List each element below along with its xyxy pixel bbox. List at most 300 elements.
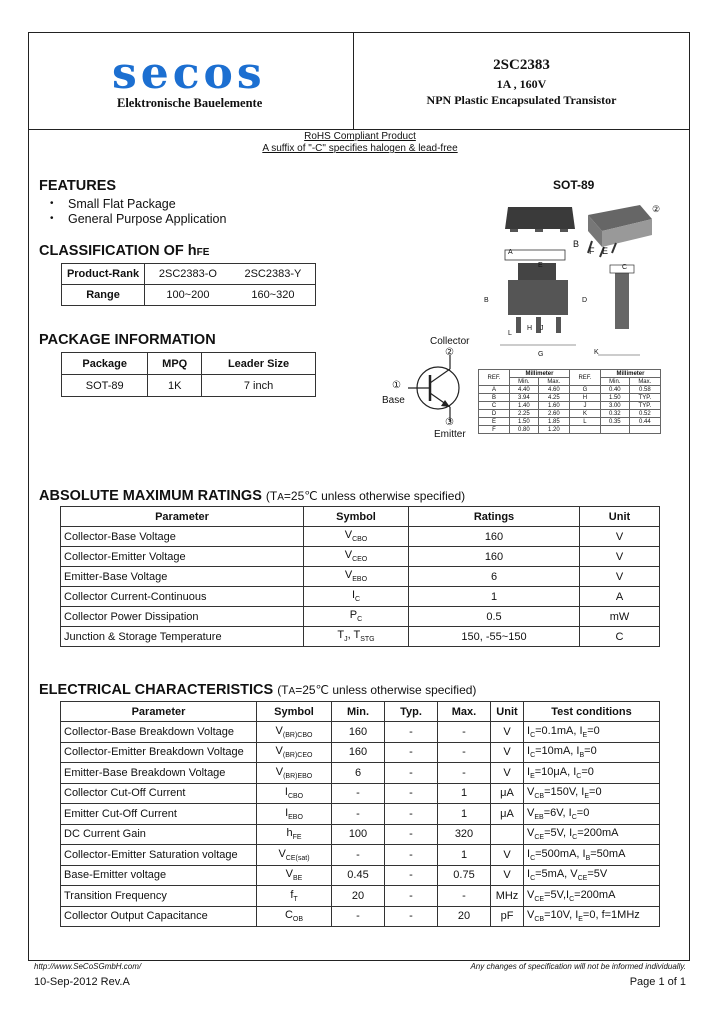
- cond-symbol: I: [527, 868, 531, 881]
- max-cell: -: [438, 722, 491, 743]
- symbol-sub: CE(sat): [285, 854, 310, 862]
- table-header: Unit: [491, 702, 524, 722]
- unit-cell: V: [491, 742, 524, 763]
- table-cell: 3.00: [600, 402, 629, 410]
- table-row: [62, 353, 316, 375]
- table-row: [61, 865, 660, 886]
- cond-value: =5V,: [544, 888, 567, 901]
- param-cell: Emitter-Base Breakdown Voltage: [61, 763, 257, 784]
- table-cell: Max.: [538, 378, 569, 386]
- table-row: [61, 804, 660, 825]
- min-cell: 6: [332, 763, 385, 784]
- typ-cell: -: [385, 763, 438, 784]
- table-header: MPQ: [148, 353, 202, 375]
- condition-cell: [524, 865, 660, 886]
- cond-value: =5mA,: [535, 868, 571, 881]
- cond-value: =200mA: [577, 827, 619, 840]
- condition-cell: [524, 722, 660, 743]
- cond-sub: C: [530, 731, 536, 739]
- pin-label: E: [602, 246, 609, 256]
- symbol-sub: CEO: [352, 556, 368, 564]
- cond-value: =10μA,: [534, 765, 574, 778]
- cond-value: =6V,: [543, 806, 569, 819]
- pin-marker: ②: [445, 347, 454, 358]
- table-header: Max.: [438, 702, 491, 722]
- footer-page: Page 1 of 1: [629, 976, 686, 988]
- table-cell: Range: [62, 285, 145, 306]
- condition-cell: [524, 804, 660, 825]
- cond-value: =0: [584, 745, 597, 758]
- classification-table: [61, 263, 316, 306]
- condition-cell: [524, 906, 660, 927]
- pin-marker: ①: [392, 380, 401, 391]
- condition-cell: [524, 886, 660, 907]
- param-cell: Emitter Cut-Off Current: [61, 804, 257, 825]
- part-description: NPN Plastic Encapsulated Transistor: [426, 93, 617, 107]
- table-cell: 3.94: [509, 394, 538, 402]
- unit-cell: V: [491, 865, 524, 886]
- table-row: [61, 507, 660, 527]
- value-cell: 150, -55~150: [409, 627, 580, 647]
- symbol: V: [344, 549, 353, 562]
- symbol-cell: [257, 804, 332, 825]
- typ-cell: -: [385, 783, 438, 804]
- param-cell: Collector Power Dissipation: [61, 607, 304, 627]
- max-cell: 1: [438, 804, 491, 825]
- min-cell: -: [332, 845, 385, 866]
- table-row: [61, 527, 660, 547]
- cond-sub: C: [571, 813, 577, 821]
- cond-sub: C: [530, 875, 536, 883]
- dim-label: K: [594, 349, 599, 356]
- condition-cell: [524, 783, 660, 804]
- cond-sub: CB: [534, 793, 545, 801]
- typ-cell: -: [385, 824, 438, 845]
- table-cell: 2.60: [538, 410, 569, 418]
- symbol-sub: J: [344, 636, 348, 644]
- cond-value: =50mA: [590, 847, 626, 860]
- table-cell: 4.40: [509, 386, 538, 394]
- symbol-cell: [257, 742, 332, 763]
- cond-sub: CB: [534, 916, 545, 924]
- table-row: [61, 906, 660, 927]
- cond-sub: C: [569, 895, 575, 903]
- table-cell: 4.60: [538, 386, 569, 394]
- table-cell: F: [479, 426, 510, 434]
- symbol: T: [337, 629, 345, 642]
- rohs-line1: RoHS Compliant Product: [304, 131, 416, 142]
- table-header: Leader Size: [202, 353, 316, 375]
- symbol-cell: [257, 886, 332, 907]
- table-cell: Millimeter: [600, 370, 660, 378]
- table-cell: 0.52: [629, 410, 660, 418]
- footer-url[interactable]: http://www.SeCoSGmbH.com/: [34, 962, 142, 971]
- part-number: 2SC2383: [493, 57, 550, 73]
- secos-logo: secos: [112, 48, 266, 99]
- header-divider: [28, 129, 690, 130]
- typ-cell: -: [385, 722, 438, 743]
- symbol: V: [275, 724, 283, 737]
- table-row: [479, 370, 661, 378]
- table-cell: A: [479, 386, 510, 394]
- symbol: V: [344, 569, 353, 582]
- table-cell: 2.25: [509, 410, 538, 418]
- symbol: I: [285, 806, 289, 819]
- table-cell: Max.: [629, 378, 660, 386]
- symbol: V: [285, 868, 293, 881]
- unit-cell: V: [491, 763, 524, 784]
- min-cell: -: [332, 906, 385, 927]
- param-cell: Junction & Storage Temperature: [61, 627, 304, 647]
- dim-label: J: [540, 325, 544, 332]
- min-cell: 0.45: [332, 865, 385, 886]
- cond-symbol: I: [527, 724, 531, 737]
- min-cell: -: [332, 804, 385, 825]
- max-cell: 0.75: [438, 865, 491, 886]
- symbol-sub: BE: [293, 875, 303, 883]
- table-cell: 100~200: [145, 285, 231, 306]
- cond-value: =5V: [587, 868, 608, 881]
- symbol: h: [286, 827, 293, 840]
- cond-value: =10V,: [544, 909, 576, 922]
- cond-symbol: I: [579, 724, 583, 737]
- cond-symbol: I: [527, 847, 531, 860]
- package-info-table: [61, 352, 316, 397]
- table-row: [479, 410, 661, 418]
- table-cell: TYP.: [629, 402, 660, 410]
- param-cell: Collector Current-Continuous: [61, 587, 304, 607]
- unit-cell: μA: [491, 804, 524, 825]
- symbol-sub: (BR)CBO: [282, 731, 313, 739]
- param-cell: Collector-Base Breakdown Voltage: [61, 722, 257, 743]
- cond-sub: EB: [534, 813, 544, 821]
- package-body-image: [505, 207, 575, 229]
- cond-sub: CE: [534, 834, 545, 842]
- table-row: [479, 418, 661, 426]
- symbol-sub: C: [355, 596, 361, 604]
- table-cell: J: [569, 402, 600, 410]
- param-cell: Emitter-Base Voltage: [61, 567, 304, 587]
- unit-cell: V: [580, 567, 660, 587]
- symbol-cell: [257, 763, 332, 784]
- cond-value: =10mA,: [535, 745, 577, 758]
- symbol-cell: [304, 607, 409, 627]
- cond-sub: CE: [577, 875, 588, 883]
- cond-value: =0: [587, 724, 600, 737]
- symbol-cell: [257, 906, 332, 927]
- cond-symbol: I: [527, 745, 531, 758]
- package-info-title: PACKAGE INFORMATION: [39, 332, 216, 348]
- table-row: [61, 547, 660, 567]
- typ-cell: -: [385, 865, 438, 886]
- unit-cell: MHz: [491, 886, 524, 907]
- table-row: [61, 607, 660, 627]
- cond-sub: C: [530, 854, 536, 862]
- symbol-sub: C: [357, 616, 363, 624]
- symbol-cell: [257, 722, 332, 743]
- min-cell: 160: [332, 742, 385, 763]
- pin-label-2: ②: [652, 204, 661, 214]
- param-cell: DC Current Gain: [61, 824, 257, 845]
- cond-value: =500mA,: [535, 847, 583, 860]
- max-cell: -: [438, 886, 491, 907]
- abs-max-title: ABSOLUTE MAXIMUM RATINGS (TA=25℃ unless otherwise specified): [39, 488, 466, 504]
- unit-cell: V: [491, 845, 524, 866]
- part-rating: 1A , 160V: [496, 77, 547, 91]
- pin-label: B: [573, 239, 580, 249]
- cond-symbol: I: [568, 806, 572, 819]
- value-cell: 0.5: [409, 607, 580, 627]
- param-cell: Base-Emitter voltage: [61, 865, 257, 886]
- symbol-sub: OB: [292, 916, 304, 924]
- symbol-cell: [304, 587, 409, 607]
- unit-cell: C: [580, 627, 660, 647]
- cond-sub: CE: [534, 895, 545, 903]
- unit-cell: A: [580, 587, 660, 607]
- cond-symbol: I: [566, 888, 570, 901]
- symbol: f: [290, 888, 294, 901]
- symbol-cell: [304, 627, 409, 647]
- base-label: Base: [382, 395, 405, 406]
- cond-sub: E: [578, 916, 583, 924]
- symbol-sub: CBO: [352, 536, 368, 544]
- unit-cell: [491, 824, 524, 845]
- cond-sub: E: [582, 731, 588, 739]
- table-header: Symbol: [257, 702, 332, 722]
- table-cell: 160~320: [231, 285, 316, 306]
- value-cell: 1: [409, 587, 580, 607]
- cond-value: =0.1mA,: [535, 724, 580, 737]
- cond-value: =0: [576, 806, 590, 819]
- table-header: Typ.: [385, 702, 438, 722]
- table-cell: H: [569, 394, 600, 402]
- symbol: V: [344, 529, 353, 542]
- table-cell: 7 inch: [202, 375, 316, 397]
- unit-cell: μA: [491, 783, 524, 804]
- cond-value: =5V,: [544, 827, 570, 840]
- table-cell: 0.35: [600, 418, 629, 426]
- symbol-sub: (BR)EBO: [283, 772, 313, 780]
- abs-max-table: [60, 506, 660, 647]
- features-title: FEATURES: [39, 178, 117, 194]
- dimension-table: [478, 369, 661, 434]
- table-cell: Product-Rank: [62, 264, 145, 285]
- symbol: V: [275, 745, 283, 758]
- unit-cell: mW: [580, 607, 660, 627]
- table-cell: [600, 426, 629, 434]
- table-cell: L: [569, 418, 600, 426]
- table-cell: 2SC2383-O: [145, 264, 231, 285]
- cond-sub: C: [572, 834, 578, 842]
- condition-cell: [524, 845, 660, 866]
- table-cell: K: [569, 410, 600, 418]
- table-cell: SOT-89: [62, 375, 148, 397]
- symbol-cell: [257, 865, 332, 886]
- table-row: [479, 386, 661, 394]
- table-cell: D: [479, 410, 510, 418]
- cond-symbol: V: [527, 786, 535, 799]
- symbol-cell: [304, 527, 409, 547]
- table-row: [61, 886, 660, 907]
- table-cell: Min.: [509, 378, 538, 386]
- table-cell: TYP.: [629, 394, 660, 402]
- package-drawing: [480, 195, 690, 365]
- table-row: [61, 722, 660, 743]
- dim-label: B: [484, 297, 489, 304]
- package-label: SOT-89: [553, 178, 595, 192]
- table-cell: [629, 426, 660, 434]
- table-row: [61, 587, 660, 607]
- cond-value: =0: [589, 786, 602, 799]
- symbol-cell: [304, 547, 409, 567]
- symbol: I: [351, 589, 355, 602]
- table-cell: 1.60: [538, 402, 569, 410]
- cond-symbol: V: [527, 827, 535, 840]
- min-cell: 160: [332, 722, 385, 743]
- table-cell: 0.32: [600, 410, 629, 418]
- table-cell: 1K: [148, 375, 202, 397]
- cond-symbol: V: [527, 909, 535, 922]
- symbol-sub: FE: [292, 834, 302, 842]
- dim-label: G: [538, 351, 544, 358]
- cond-sub: E: [530, 772, 535, 780]
- max-cell: 1: [438, 845, 491, 866]
- table-row: [479, 426, 661, 434]
- footer-date: 10-Sep-2012 Rev.A: [34, 976, 130, 988]
- min-cell: 20: [332, 886, 385, 907]
- table-cell: 0.80: [509, 426, 538, 434]
- max-cell: -: [438, 763, 491, 784]
- param-cell: Collector-Emitter Voltage: [61, 547, 304, 567]
- table-header: Test conditions: [524, 702, 660, 722]
- pin-marker: ③: [445, 417, 454, 428]
- typ-cell: -: [385, 886, 438, 907]
- symbol-cell: [257, 845, 332, 866]
- dim-label: D: [582, 297, 588, 304]
- param-cell: Transition Frequency: [61, 886, 257, 907]
- table-cell: 0.58: [629, 386, 660, 394]
- symbol-sub: CBO: [287, 793, 304, 801]
- symbol-cell: [257, 783, 332, 804]
- symbol: I: [284, 786, 288, 799]
- unit-cell: V: [580, 547, 660, 567]
- unit-cell: V: [491, 722, 524, 743]
- typ-cell: -: [385, 906, 438, 927]
- typ-cell: -: [385, 804, 438, 825]
- table-row: [61, 567, 660, 587]
- emitter-label: Emitter: [434, 429, 466, 440]
- table-cell: G: [569, 386, 600, 394]
- cond-sub: C: [530, 752, 536, 760]
- min-cell: -: [332, 783, 385, 804]
- param-cell: Collector Output Capacitance: [61, 906, 257, 927]
- table-cell: 1.50: [509, 418, 538, 426]
- table-row: [61, 763, 660, 784]
- param-cell: Collector-Emitter Breakdown Voltage: [61, 742, 257, 763]
- cond-symbol: V: [527, 806, 535, 819]
- max-cell: 320: [438, 824, 491, 845]
- typ-cell: -: [385, 845, 438, 866]
- cond-value: =200mA: [574, 888, 616, 901]
- footer-disclaimer: Any changes of specification will not be informed individually.: [470, 962, 686, 971]
- table-cell: REF.: [569, 370, 600, 386]
- max-cell: -: [438, 742, 491, 763]
- symbol-sub: T: [293, 895, 298, 903]
- unit-cell: V: [580, 527, 660, 547]
- logo-subtitle: Elektronische Bauelemente: [117, 96, 263, 110]
- unit-cell: pF: [491, 906, 524, 927]
- table-header: Parameter: [61, 507, 304, 527]
- table-cell: B: [479, 394, 510, 402]
- table-row: [62, 375, 316, 397]
- value-cell: 160: [409, 547, 580, 567]
- cond-symbol: I: [581, 786, 585, 799]
- cond-symbol: V: [527, 888, 535, 901]
- cond-symbol: I: [575, 909, 579, 922]
- param-cell: Collector Cut-Off Current: [61, 783, 257, 804]
- table-header: Unit: [580, 507, 660, 527]
- param-cell: Collector-Emitter Saturation voltage: [61, 845, 257, 866]
- min-cell: 100: [332, 824, 385, 845]
- table-cell: 1.85: [538, 418, 569, 426]
- table-row: [61, 627, 660, 647]
- symbol: V: [275, 765, 284, 778]
- table-row: [61, 742, 660, 763]
- table-cell: 1.50: [600, 394, 629, 402]
- table-header: Symbol: [304, 507, 409, 527]
- dim-label: A: [508, 249, 513, 256]
- table-row: [62, 264, 316, 285]
- table-cell: E: [479, 418, 510, 426]
- symbol: , T: [347, 629, 361, 642]
- condition-cell: [524, 763, 660, 784]
- cond-value: =150V,: [544, 786, 582, 799]
- table-row: [62, 285, 316, 306]
- symbol: C: [284, 909, 293, 922]
- cond-value: =0, f=1MHz: [582, 909, 640, 922]
- table-row: [61, 702, 660, 722]
- cond-sub: B: [579, 752, 585, 760]
- symbol-cell: [304, 567, 409, 587]
- dim-label: L: [508, 330, 512, 337]
- symbol: P: [349, 609, 358, 622]
- table-cell: 4.25: [538, 394, 569, 402]
- table-header: Parameter: [61, 702, 257, 722]
- cond-sub: E: [584, 793, 590, 801]
- cond-symbol: I: [582, 847, 586, 860]
- table-cell: 2SC2383-Y: [231, 264, 316, 285]
- table-row: [61, 824, 660, 845]
- table-cell: C: [479, 402, 510, 410]
- table-row: [479, 402, 661, 410]
- elec-table: [60, 701, 660, 927]
- table-cell: Min.: [600, 378, 629, 386]
- table-cell: 1.20: [538, 426, 569, 434]
- cond-sub: B: [585, 854, 591, 862]
- table-cell: 0.44: [629, 418, 660, 426]
- condition-cell: [524, 742, 660, 763]
- condition-cell: [524, 824, 660, 845]
- elec-title: ELECTRICAL CHARACTERISTICS (TA=25℃ unless otherwise specified): [39, 682, 477, 698]
- table-header: Package: [62, 353, 148, 375]
- symbol-sub: EBO: [288, 813, 303, 821]
- cond-symbol: I: [573, 765, 577, 778]
- table-header: Ratings: [409, 507, 580, 527]
- cond-sub: C: [576, 772, 582, 780]
- max-cell: 20: [438, 906, 491, 927]
- cond-symbol: I: [576, 745, 580, 758]
- cond-symbol: I: [569, 827, 573, 840]
